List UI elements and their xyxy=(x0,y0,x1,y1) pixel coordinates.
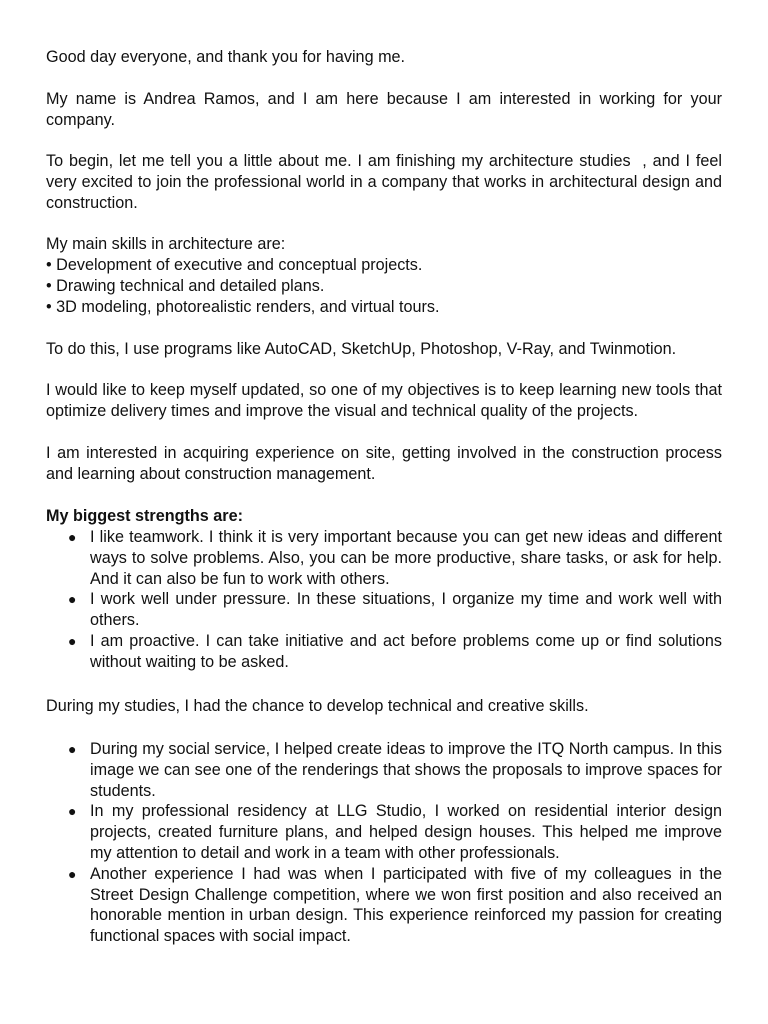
strength-text: I am proactive. I can take initiative and act before problems come up or find solutions without waiting to be asked. xyxy=(90,631,722,671)
list-item xyxy=(46,527,722,589)
list-item xyxy=(46,739,722,801)
programs-paragraph: To do this, I use programs like AutoCAD, SketchUp, Photoshop, V-Ray, and Twinmotion. xyxy=(46,340,677,358)
greeting-paragraph: Good day everyone, and thank you for having me. xyxy=(46,48,406,66)
bullet-icon: ● xyxy=(68,529,77,545)
strength-text: I work well under pressure. In these situations, I organize my time and work well with others. xyxy=(90,590,722,630)
list-item xyxy=(46,801,722,863)
bullet-icon: ● xyxy=(68,591,77,608)
skills-item: • 3D modeling, photorealistic renders, and virtual tours. xyxy=(46,298,440,316)
skills-heading: My main skills in architecture are: xyxy=(46,235,286,253)
strength-text: I like teamwork. I think it is very important because you can get new ideas and different ways to solve problems. Also, you can be more productive, share tasks, or ask for help. And it can also be fun to work with others. xyxy=(90,528,722,588)
list-item xyxy=(46,589,722,631)
bullet-icon: ● xyxy=(68,632,77,649)
objectives-paragraph: I would like to keep myself updated, so one of my objectives is to keep learning new tools that optimize delivery times and improve the visual and technical quality of the projects. xyxy=(46,381,722,420)
skills-item: • Drawing technical and detailed plans. xyxy=(46,277,325,295)
experience-text: Another experience I had was when I participated with five of my colleagues in the Street Design Challenge competition, where we won first position and also received an honorable mention in urban design. This experience reinforced my passion for creating functional spaces with social impact. xyxy=(90,864,722,946)
bullet-icon: ● xyxy=(68,803,77,820)
list-item xyxy=(46,631,722,673)
studies-paragraph: During my studies, I had the chance to develop technical and creative skills. xyxy=(46,697,589,715)
experiences-list xyxy=(46,739,722,947)
strengths-heading: My biggest strengths are: xyxy=(46,507,243,525)
list-item xyxy=(46,864,722,947)
skills-item: • Development of executive and conceptual projects. xyxy=(46,256,423,274)
experience-text: During my social service, I helped create ideas to improve the ITQ North campus. In this image we can see one of the renderings that shows the proposals to improve spaces for students. xyxy=(90,740,722,800)
intro-paragraph: My name is Andrea Ramos, and I am here because I am interested in working for your company. xyxy=(46,90,722,129)
about-paragraph: To begin, let me tell you a little about me. I am finishing my architecture studies , and I feel very excited to join the professional world in a company that works in architectural design and construction. xyxy=(46,152,722,212)
bullet-icon: ● xyxy=(68,741,77,757)
bullet-icon: ● xyxy=(68,865,77,882)
site-experience-paragraph: I am interested in acquiring experience on site, getting involved in the construction process and learning about construction management. xyxy=(46,444,722,483)
strengths-list xyxy=(46,527,722,673)
experience-text: In my professional residency at LLG Studio, I worked on residential interior design projects, created furniture plans, and helped design houses. This helped me improve my attention to detail and work in a team with other professionals. xyxy=(90,802,722,862)
